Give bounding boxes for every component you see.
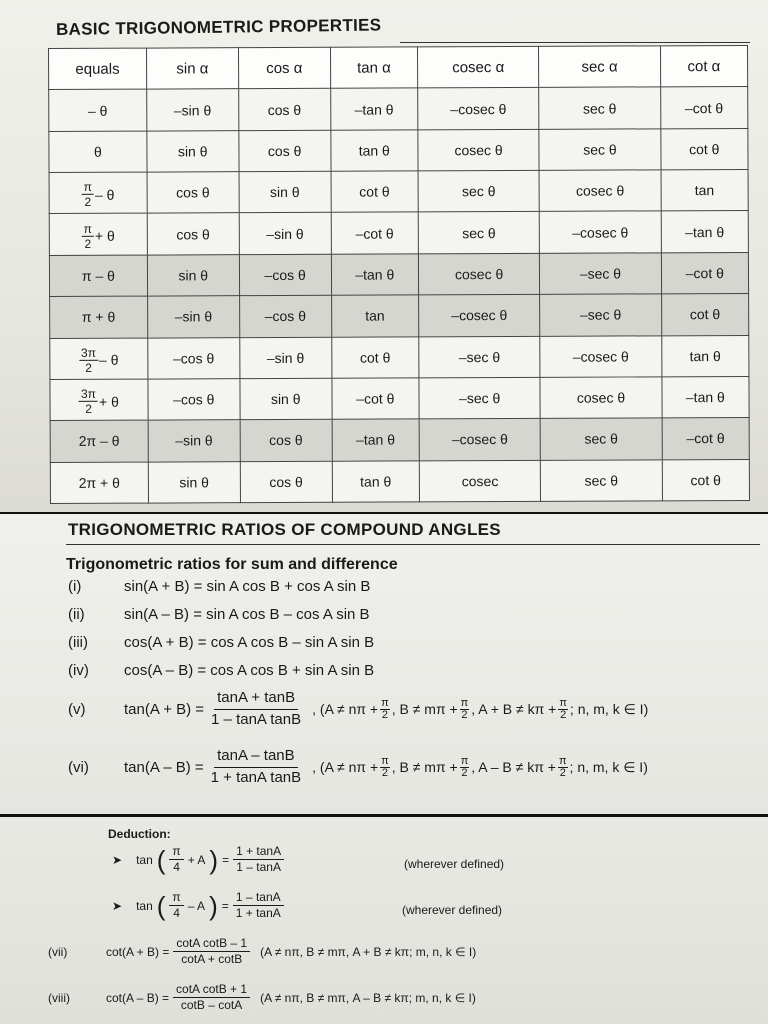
table-header-row <box>49 45 748 89</box>
table-cell: –sec θ <box>419 377 541 419</box>
deduction-note: (wherever defined) <box>404 857 505 871</box>
formula-text: sin(A – B) = sin A cos B – cos A sin B <box>124 606 370 623</box>
formula-text: sin(A + B) = sin A cos B + cos A sin B <box>124 578 371 595</box>
table-header-cell: cot α <box>660 45 748 87</box>
table-cell: sin θ <box>240 378 332 420</box>
table-cell: –cosec θ <box>540 335 662 377</box>
table-row <box>50 294 749 338</box>
table-row <box>50 335 749 379</box>
formula-row-cot-sum: (vii) cot(A + B) = $\frac{\text{cotA cotB – 1}}{\cot A + \cot B}$ (A ≠ nπ, B ≠ mπ, A + B ≠ kπ; m, n, k ∈ I) <box>48 936 477 967</box>
table-cell: cot θ <box>660 128 748 170</box>
table-cell: cot θ <box>662 459 750 501</box>
table-cell: tan θ <box>332 460 420 502</box>
table-cell: tan θ <box>331 130 419 172</box>
table-cell: sin θ <box>239 171 331 213</box>
trig-properties-table <box>48 45 750 504</box>
formula-number: (i) <box>68 578 82 595</box>
table-cell: –tan θ <box>330 88 418 130</box>
table-cell: –sin θ <box>147 296 239 338</box>
table-cell: –tan θ <box>331 254 419 296</box>
table-cell: –sec θ <box>540 294 662 336</box>
table-cell: cosec θ <box>540 377 662 419</box>
formula-text: cos(A – B) = cos A cos B + sin A sin B <box>124 662 375 679</box>
formula-lhs: tan(A + B) = <box>124 700 205 718</box>
table-cell: cosec θ <box>418 129 540 171</box>
row-label-cell: 2π + θ <box>50 462 148 504</box>
table-cell: –sin θ <box>239 337 331 379</box>
table-cell: –sin θ <box>146 89 238 131</box>
table-header-cell: cos α <box>238 47 330 89</box>
table-row <box>50 459 749 503</box>
section-title-basic: BASIC TRIGONOMETRIC PROPERTIES <box>55 15 382 39</box>
row-label-cell: 2π – θ <box>50 420 148 462</box>
table-row <box>50 418 749 462</box>
table-row <box>49 211 748 255</box>
table-cell: cosec <box>419 460 541 502</box>
table-cell: cos θ <box>238 89 330 131</box>
table-cell: –cosec θ <box>419 419 541 461</box>
table-cell: tan <box>661 170 749 212</box>
table-cell: sec θ <box>541 459 663 501</box>
table-header-cell: tan α <box>330 47 418 89</box>
table-header-cell: sin α <box>146 48 238 90</box>
table-cell: –cos θ <box>239 254 331 296</box>
row-label-cell: $\frac{3\pi}{2}$ – θ <box>50 338 148 380</box>
formula-condition: , (A ≠ nπ + $\frac{\pi}{2}$ , B ≠ mπ + $\frac{\pi}{2}$ , A – B ≠ kπ + $\frac{\pi}{2}$ ; n, m, k ∈ I) <box>312 754 648 779</box>
arrow-bullet-icon: ➤ <box>112 898 123 913</box>
formula-text: cos(A + B) = cos A cos B – sin A sin B <box>124 634 375 651</box>
formula-row <box>68 606 370 623</box>
formula-fraction: $\frac{\tan A - \tan B}{\text{1 + tanA tanB}}$ <box>210 747 302 786</box>
table-cell: –tan θ <box>662 376 750 418</box>
table-cell: sec θ <box>418 212 540 254</box>
table-header-cell: cosec α <box>417 46 539 88</box>
table-cell: –cosec θ <box>418 88 540 130</box>
deduction-note: (wherever defined) <box>402 903 503 917</box>
table-row <box>49 252 748 296</box>
table-cell: cosec θ <box>418 253 540 295</box>
formula-row-tan-sum <box>68 690 648 728</box>
table-cell: tan θ <box>661 335 749 377</box>
table-cell: –tan θ <box>661 211 749 253</box>
table-cell: –cot θ <box>331 212 419 254</box>
section-title-compound: TRIGONOMETRIC RATIOS OF COMPOUND ANGLES <box>68 520 501 539</box>
table-cell: cos θ <box>240 461 332 503</box>
table-cell: cosec θ <box>539 170 661 212</box>
table-cell: –cot θ <box>660 87 748 129</box>
row-label-cell: $\frac{\pi}{2}$ – θ <box>49 172 147 214</box>
table-cell: cos θ <box>239 130 331 172</box>
table-row <box>49 87 748 131</box>
table-cell: sec θ <box>418 170 540 212</box>
deduction-section <box>0 817 768 1024</box>
title-rule <box>400 42 750 43</box>
row-label-cell: – θ <box>49 89 147 131</box>
compound-angles-section <box>0 514 768 814</box>
table-cell: –cos θ <box>148 379 240 421</box>
table-cell: –cot θ <box>661 252 749 294</box>
row-label-cell: θ <box>49 131 147 173</box>
table-cell: –sin θ <box>239 213 331 255</box>
table-cell: –cot θ <box>662 418 750 460</box>
row-label-cell: $\frac{3\pi}{2}$ + θ <box>50 379 148 421</box>
table-cell: –cos θ <box>148 337 240 379</box>
formula-row-cot-diff: (viii) cot(A – B) = $\frac{\text{cotA cotB + 1}}{\cot B - \cot A}$ (A ≠ nπ, B ≠ mπ, A – B ≠ kπ; m, n, k ∈ I) <box>48 982 476 1013</box>
row-label-cell: π + θ <box>50 296 148 338</box>
deduction-formula: ➤ tan ( π 4 + A ) = $\frac{1 + \tan A}{1 - \tan A}$ <box>112 845 284 874</box>
table-cell: –cosec θ <box>540 211 662 253</box>
subtitle: Trigonometric ratios for sum and difference <box>66 556 398 573</box>
table-cell: sec θ <box>540 418 662 460</box>
deduction-formula: ➤ tan ( π 4 – A ) = $\frac{1 - \tan A}{1 + \tan A}$ <box>112 891 284 920</box>
table-cell: cos θ <box>147 213 239 255</box>
table-cell: sec θ <box>539 87 661 129</box>
table-cell: cos θ <box>240 419 332 461</box>
title-rule <box>66 544 760 545</box>
formula-number: (ii) <box>68 606 85 623</box>
formula-lhs: tan(A – B) = <box>124 758 204 776</box>
formula-condition: , (A ≠ nπ + $\frac{\pi}{2}$ , B ≠ mπ + $\frac{\pi}{2}$ , A + B ≠ kπ + $\frac{\pi}{2}$ ; n, m, k ∈ I) <box>312 696 649 721</box>
table-cell: –sec θ <box>419 336 541 378</box>
formula-row <box>68 634 374 651</box>
deduction-heading: Deduction: <box>108 827 171 841</box>
table-cell: cos θ <box>147 172 239 214</box>
arrow-bullet-icon: ➤ <box>112 852 123 867</box>
table-cell: –sin θ <box>148 420 240 462</box>
table-cell: –cosec θ <box>419 295 541 337</box>
formula-row <box>68 578 370 595</box>
table-cell: cot θ <box>331 171 419 213</box>
table-cell: –sec θ <box>540 253 662 295</box>
table-header-cell: equals <box>49 48 147 90</box>
table-cell: sec θ <box>539 129 661 171</box>
table-cell: sin θ <box>147 130 239 172</box>
table-cell: sin θ <box>148 461 240 503</box>
table-cell: tan <box>331 295 419 337</box>
table-cell: –cos θ <box>239 295 331 337</box>
row-label-cell: π – θ <box>49 255 147 297</box>
table-header-cell: sec α <box>539 46 661 88</box>
table-row <box>49 170 748 214</box>
formula-row-tan-diff <box>68 748 648 786</box>
formula-number: (v) <box>68 700 86 718</box>
table-cell: cot θ <box>661 294 749 336</box>
formula-fraction: $\frac{\tan A + \tan B}{\text{1 – tanA tanB}}$ <box>211 689 302 728</box>
table-row <box>49 128 748 172</box>
formula-number: (vi) <box>68 758 89 776</box>
formula-number: (iii) <box>68 634 88 651</box>
table-row <box>50 376 749 420</box>
formula-row <box>68 662 374 679</box>
formula-number: (iv) <box>68 662 89 679</box>
table-cell: –cot θ <box>332 378 420 420</box>
table-cell: cot θ <box>331 336 419 378</box>
table-cell: –tan θ <box>332 419 420 461</box>
table-cell: sin θ <box>147 254 239 296</box>
row-label-cell: $\frac{\pi}{2}$ + θ <box>49 214 147 256</box>
